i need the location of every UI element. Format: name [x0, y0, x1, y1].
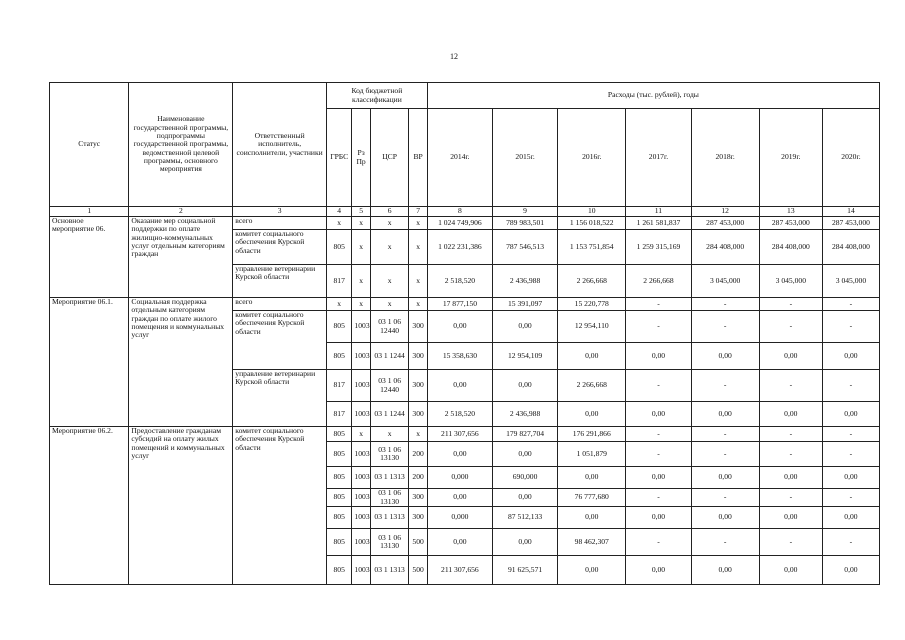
row-value: 0,00: [558, 467, 626, 489]
column-number: 12: [691, 207, 759, 217]
row-vr: х: [409, 230, 427, 265]
row-value: -: [759, 489, 822, 507]
row-value: -: [822, 311, 879, 343]
row-csr: 03 1 1244: [370, 343, 409, 370]
row-vr: 300: [409, 507, 427, 529]
row-csr: х: [370, 230, 409, 265]
header-grbs: ГРБС: [326, 109, 351, 207]
row-value: -: [626, 370, 691, 402]
row-grbs: 805: [326, 467, 351, 489]
row-value: 87 512,133: [492, 507, 557, 529]
column-number: 14: [822, 207, 879, 217]
row-grbs: 817: [326, 402, 351, 427]
row-value: -: [759, 311, 822, 343]
table-row: [50, 427, 880, 442]
row-grbs: х: [326, 298, 351, 311]
row-value: -: [822, 529, 879, 556]
row-value: 287 453,000: [691, 217, 759, 230]
row-csr: 03 1 06 13130: [370, 442, 409, 467]
row-csr: 03 1 1244: [370, 402, 409, 427]
row-value: 176 291,866: [558, 427, 626, 442]
row-rzpr: 1003: [352, 467, 370, 489]
row-csr: 03 1 1313: [370, 467, 409, 489]
expenses-table: [49, 82, 880, 585]
row-value: 2 436,988: [492, 265, 557, 298]
row-name: Оказание мер социальной поддержки по оплате жилищно-коммунальных услуг отдельным категориям граждан: [129, 217, 233, 298]
header-year-2018: 2018г.: [691, 109, 759, 207]
row-value: 1 259 315,169: [626, 230, 691, 265]
row-value: -: [759, 298, 822, 311]
header-year-2014: 2014г.: [427, 109, 492, 207]
column-number: 9: [492, 207, 557, 217]
row-value: 1 051,879: [558, 442, 626, 467]
row-value: 15 391,097: [492, 298, 557, 311]
row-grbs: 805: [326, 230, 351, 265]
row-value: 0,00: [492, 489, 557, 507]
row-value: -: [759, 529, 822, 556]
row-responsible: комитет социального обеспечения Курской области: [233, 427, 327, 585]
row-value: 0,00: [427, 370, 492, 402]
row-value: 12 954,109: [492, 343, 557, 370]
table-body: [50, 217, 880, 585]
row-vr: 200: [409, 467, 427, 489]
row-value: 98 462,307: [558, 529, 626, 556]
row-rzpr: 1003: [352, 529, 370, 556]
row-value: -: [759, 442, 822, 467]
row-value: 0,00: [691, 467, 759, 489]
row-responsible: всего: [233, 298, 327, 311]
row-value: 3 045,000: [822, 265, 879, 298]
row-responsible: комитет социального обеспечения Курской области: [233, 230, 327, 265]
row-value: 0,00: [626, 467, 691, 489]
row-value: -: [691, 427, 759, 442]
header-rzpr: Рз Пр: [352, 109, 370, 207]
row-value: 0,00: [759, 507, 822, 529]
row-vr: 300: [409, 402, 427, 427]
row-name: Предоставление гражданам субсидий на оплату жилых помещений и коммунальных услуг: [129, 427, 233, 585]
row-value: 179 827,704: [492, 427, 557, 442]
row-vr: х: [409, 298, 427, 311]
row-csr: 03 1 1313: [370, 507, 409, 529]
row-rzpr: 1003: [352, 370, 370, 402]
column-numbers-row: [50, 207, 880, 217]
row-vr: 200: [409, 442, 427, 467]
row-value: 284 408,000: [759, 230, 822, 265]
row-csr: 03 1 06 13130: [370, 529, 409, 556]
row-status: Мероприятие 06.1.: [50, 298, 129, 427]
row-csr: х: [370, 217, 409, 230]
row-value: -: [822, 370, 879, 402]
row-value: -: [691, 489, 759, 507]
row-value: 1 022 231,386: [427, 230, 492, 265]
column-number: 13: [759, 207, 822, 217]
row-value: 0,00: [691, 556, 759, 585]
row-rzpr: 1003: [352, 311, 370, 343]
row-value: 284 408,000: [691, 230, 759, 265]
row-value: 0,00: [558, 343, 626, 370]
row-value: 0,00: [427, 529, 492, 556]
header-name: Наименование государственной программы, подпрограммы государственной программы, ведомственной целевой программы, основного мероприятия: [129, 83, 233, 207]
header-year-2019: 2019г.: [759, 109, 822, 207]
row-value: -: [626, 489, 691, 507]
row-value: 2 266,668: [558, 370, 626, 402]
row-value: 1 156 018,522: [558, 217, 626, 230]
row-value: 91 625,571: [492, 556, 557, 585]
row-value: -: [691, 529, 759, 556]
row-value: 1 261 581,837: [626, 217, 691, 230]
row-rzpr: 1003: [352, 507, 370, 529]
row-value: -: [626, 427, 691, 442]
row-value: -: [822, 489, 879, 507]
row-csr: 03 1 1313: [370, 556, 409, 585]
row-responsible: комитет социального обеспечения Курской области: [233, 311, 327, 370]
row-value: 0,00: [492, 529, 557, 556]
row-value: 0,00: [822, 556, 879, 585]
header-year-2020: 2020г.: [822, 109, 879, 207]
header-expenses: Расходы (тыс. рублей), годы: [427, 83, 879, 109]
row-value: 76 777,680: [558, 489, 626, 507]
row-value: 0,00: [759, 556, 822, 585]
row-value: 0,00: [626, 343, 691, 370]
row-rzpr: 1003: [352, 442, 370, 467]
row-rzpr: х: [352, 427, 370, 442]
row-value: 2 436,988: [492, 402, 557, 427]
row-value: -: [691, 298, 759, 311]
row-value: 0,00: [626, 402, 691, 427]
row-value: -: [691, 370, 759, 402]
row-grbs: 817: [326, 265, 351, 298]
header-status: Статус: [50, 83, 129, 207]
row-vr: 500: [409, 556, 427, 585]
row-grbs: 805: [326, 427, 351, 442]
table-row: [50, 298, 880, 311]
row-value: 0,00: [626, 507, 691, 529]
row-value: 287 453,000: [822, 217, 879, 230]
row-value: -: [691, 311, 759, 343]
row-vr: 500: [409, 529, 427, 556]
row-rzpr: 1003: [352, 556, 370, 585]
row-value: -: [822, 427, 879, 442]
header-budget-code: Код бюджетной классификации: [326, 83, 427, 109]
row-vr: 300: [409, 311, 427, 343]
row-status: Мероприятие 06.2.: [50, 427, 129, 585]
row-rzpr: 1003: [352, 343, 370, 370]
row-value: 284 408,000: [822, 230, 879, 265]
row-status: Основное мероприятие 06.: [50, 217, 129, 298]
row-rzpr: х: [352, 298, 370, 311]
row-value: 15 220,778: [558, 298, 626, 311]
row-value: 211 307,656: [427, 556, 492, 585]
row-value: 690,000: [492, 467, 557, 489]
row-rzpr: 1003: [352, 402, 370, 427]
row-grbs: х: [326, 217, 351, 230]
row-value: 3 045,000: [759, 265, 822, 298]
header-responsible: Ответственный исполнитель, соисполнители, участники: [233, 83, 327, 207]
column-number: 10: [558, 207, 626, 217]
row-value: 0,00: [822, 402, 879, 427]
row-value: 0,00: [427, 489, 492, 507]
row-value: 0,00: [691, 402, 759, 427]
row-vr: х: [409, 427, 427, 442]
row-grbs: 805: [326, 489, 351, 507]
row-responsible: управление ветеринарии Курской области: [233, 370, 327, 427]
header-year-2016: 2016г.: [558, 109, 626, 207]
header-csr: ЦСР: [370, 109, 409, 207]
row-csr: х: [370, 427, 409, 442]
row-value: 0,00: [558, 556, 626, 585]
row-value: -: [759, 370, 822, 402]
row-rzpr: х: [352, 230, 370, 265]
row-value: 0,00: [427, 442, 492, 467]
row-value: 287 453,000: [759, 217, 822, 230]
page-number: 12: [450, 52, 458, 61]
row-value: 12 954,110: [558, 311, 626, 343]
row-name: Социальная поддержка отдельным категориям граждан по оплате жилого помещения и коммунальных услуг: [129, 298, 233, 427]
row-value: 787 546,513: [492, 230, 557, 265]
row-value: 0,00: [626, 556, 691, 585]
row-value: 15 358,630: [427, 343, 492, 370]
row-csr: х: [370, 265, 409, 298]
row-value: 0,00: [822, 343, 879, 370]
row-value: 0,00: [427, 311, 492, 343]
row-grbs: 805: [326, 529, 351, 556]
row-value: -: [626, 311, 691, 343]
row-csr: 03 1 06 13130: [370, 489, 409, 507]
row-grbs: 817: [326, 370, 351, 402]
row-value: -: [626, 298, 691, 311]
row-vr: 300: [409, 370, 427, 402]
row-value: -: [759, 427, 822, 442]
row-vr: 300: [409, 489, 427, 507]
row-responsible: всего: [233, 217, 327, 230]
header-year-2015: 2015г.: [492, 109, 557, 207]
row-vr: х: [409, 265, 427, 298]
row-value: 3 045,000: [691, 265, 759, 298]
row-grbs: 805: [326, 442, 351, 467]
row-value: 0,000: [427, 467, 492, 489]
row-value: 0,00: [492, 311, 557, 343]
row-rzpr: х: [352, 217, 370, 230]
row-value: 0,00: [759, 402, 822, 427]
row-value: 2 518,520: [427, 402, 492, 427]
row-value: 2 266,668: [558, 265, 626, 298]
row-value: -: [822, 298, 879, 311]
row-rzpr: 1003: [352, 489, 370, 507]
column-number: 1: [50, 207, 129, 217]
row-value: -: [691, 442, 759, 467]
column-number: 3: [233, 207, 327, 217]
row-value: 0,00: [759, 343, 822, 370]
row-value: 0,00: [759, 467, 822, 489]
row-value: -: [626, 529, 691, 556]
row-value: 211 307,656: [427, 427, 492, 442]
column-number: 2: [129, 207, 233, 217]
row-value: 0,00: [822, 507, 879, 529]
row-grbs: 805: [326, 556, 351, 585]
column-number: 5: [352, 207, 370, 217]
column-number: 6: [370, 207, 409, 217]
row-value: 17 877,150: [427, 298, 492, 311]
row-value: 2 518,520: [427, 265, 492, 298]
row-rzpr: х: [352, 265, 370, 298]
row-value: 0,000: [427, 507, 492, 529]
column-number: 7: [409, 207, 427, 217]
row-value: 0,00: [822, 467, 879, 489]
column-number: 11: [626, 207, 691, 217]
row-value: 1 024 749,906: [427, 217, 492, 230]
row-vr: 300: [409, 343, 427, 370]
row-grbs: 805: [326, 311, 351, 343]
row-vr: х: [409, 217, 427, 230]
table-row: [50, 217, 880, 230]
row-value: 0,00: [691, 343, 759, 370]
row-value: -: [626, 442, 691, 467]
row-csr: 03 1 06 12440: [370, 370, 409, 402]
row-value: 0,00: [492, 370, 557, 402]
row-value: 0,00: [558, 507, 626, 529]
row-value: -: [822, 442, 879, 467]
row-csr: х: [370, 298, 409, 311]
column-number: 8: [427, 207, 492, 217]
row-grbs: 805: [326, 507, 351, 529]
row-csr: 03 1 06 12440: [370, 311, 409, 343]
column-number: 4: [326, 207, 351, 217]
row-value: 0,00: [691, 507, 759, 529]
row-grbs: 805: [326, 343, 351, 370]
row-value: 1 153 751,854: [558, 230, 626, 265]
header-year-2017: 2017г.: [626, 109, 691, 207]
header-vr: ВР: [409, 109, 427, 207]
row-value: 789 983,501: [492, 217, 557, 230]
row-value: 0,00: [558, 402, 626, 427]
row-responsible: управление ветеринарии Курской области: [233, 265, 327, 298]
row-value: 2 266,668: [626, 265, 691, 298]
row-value: 0,00: [492, 442, 557, 467]
